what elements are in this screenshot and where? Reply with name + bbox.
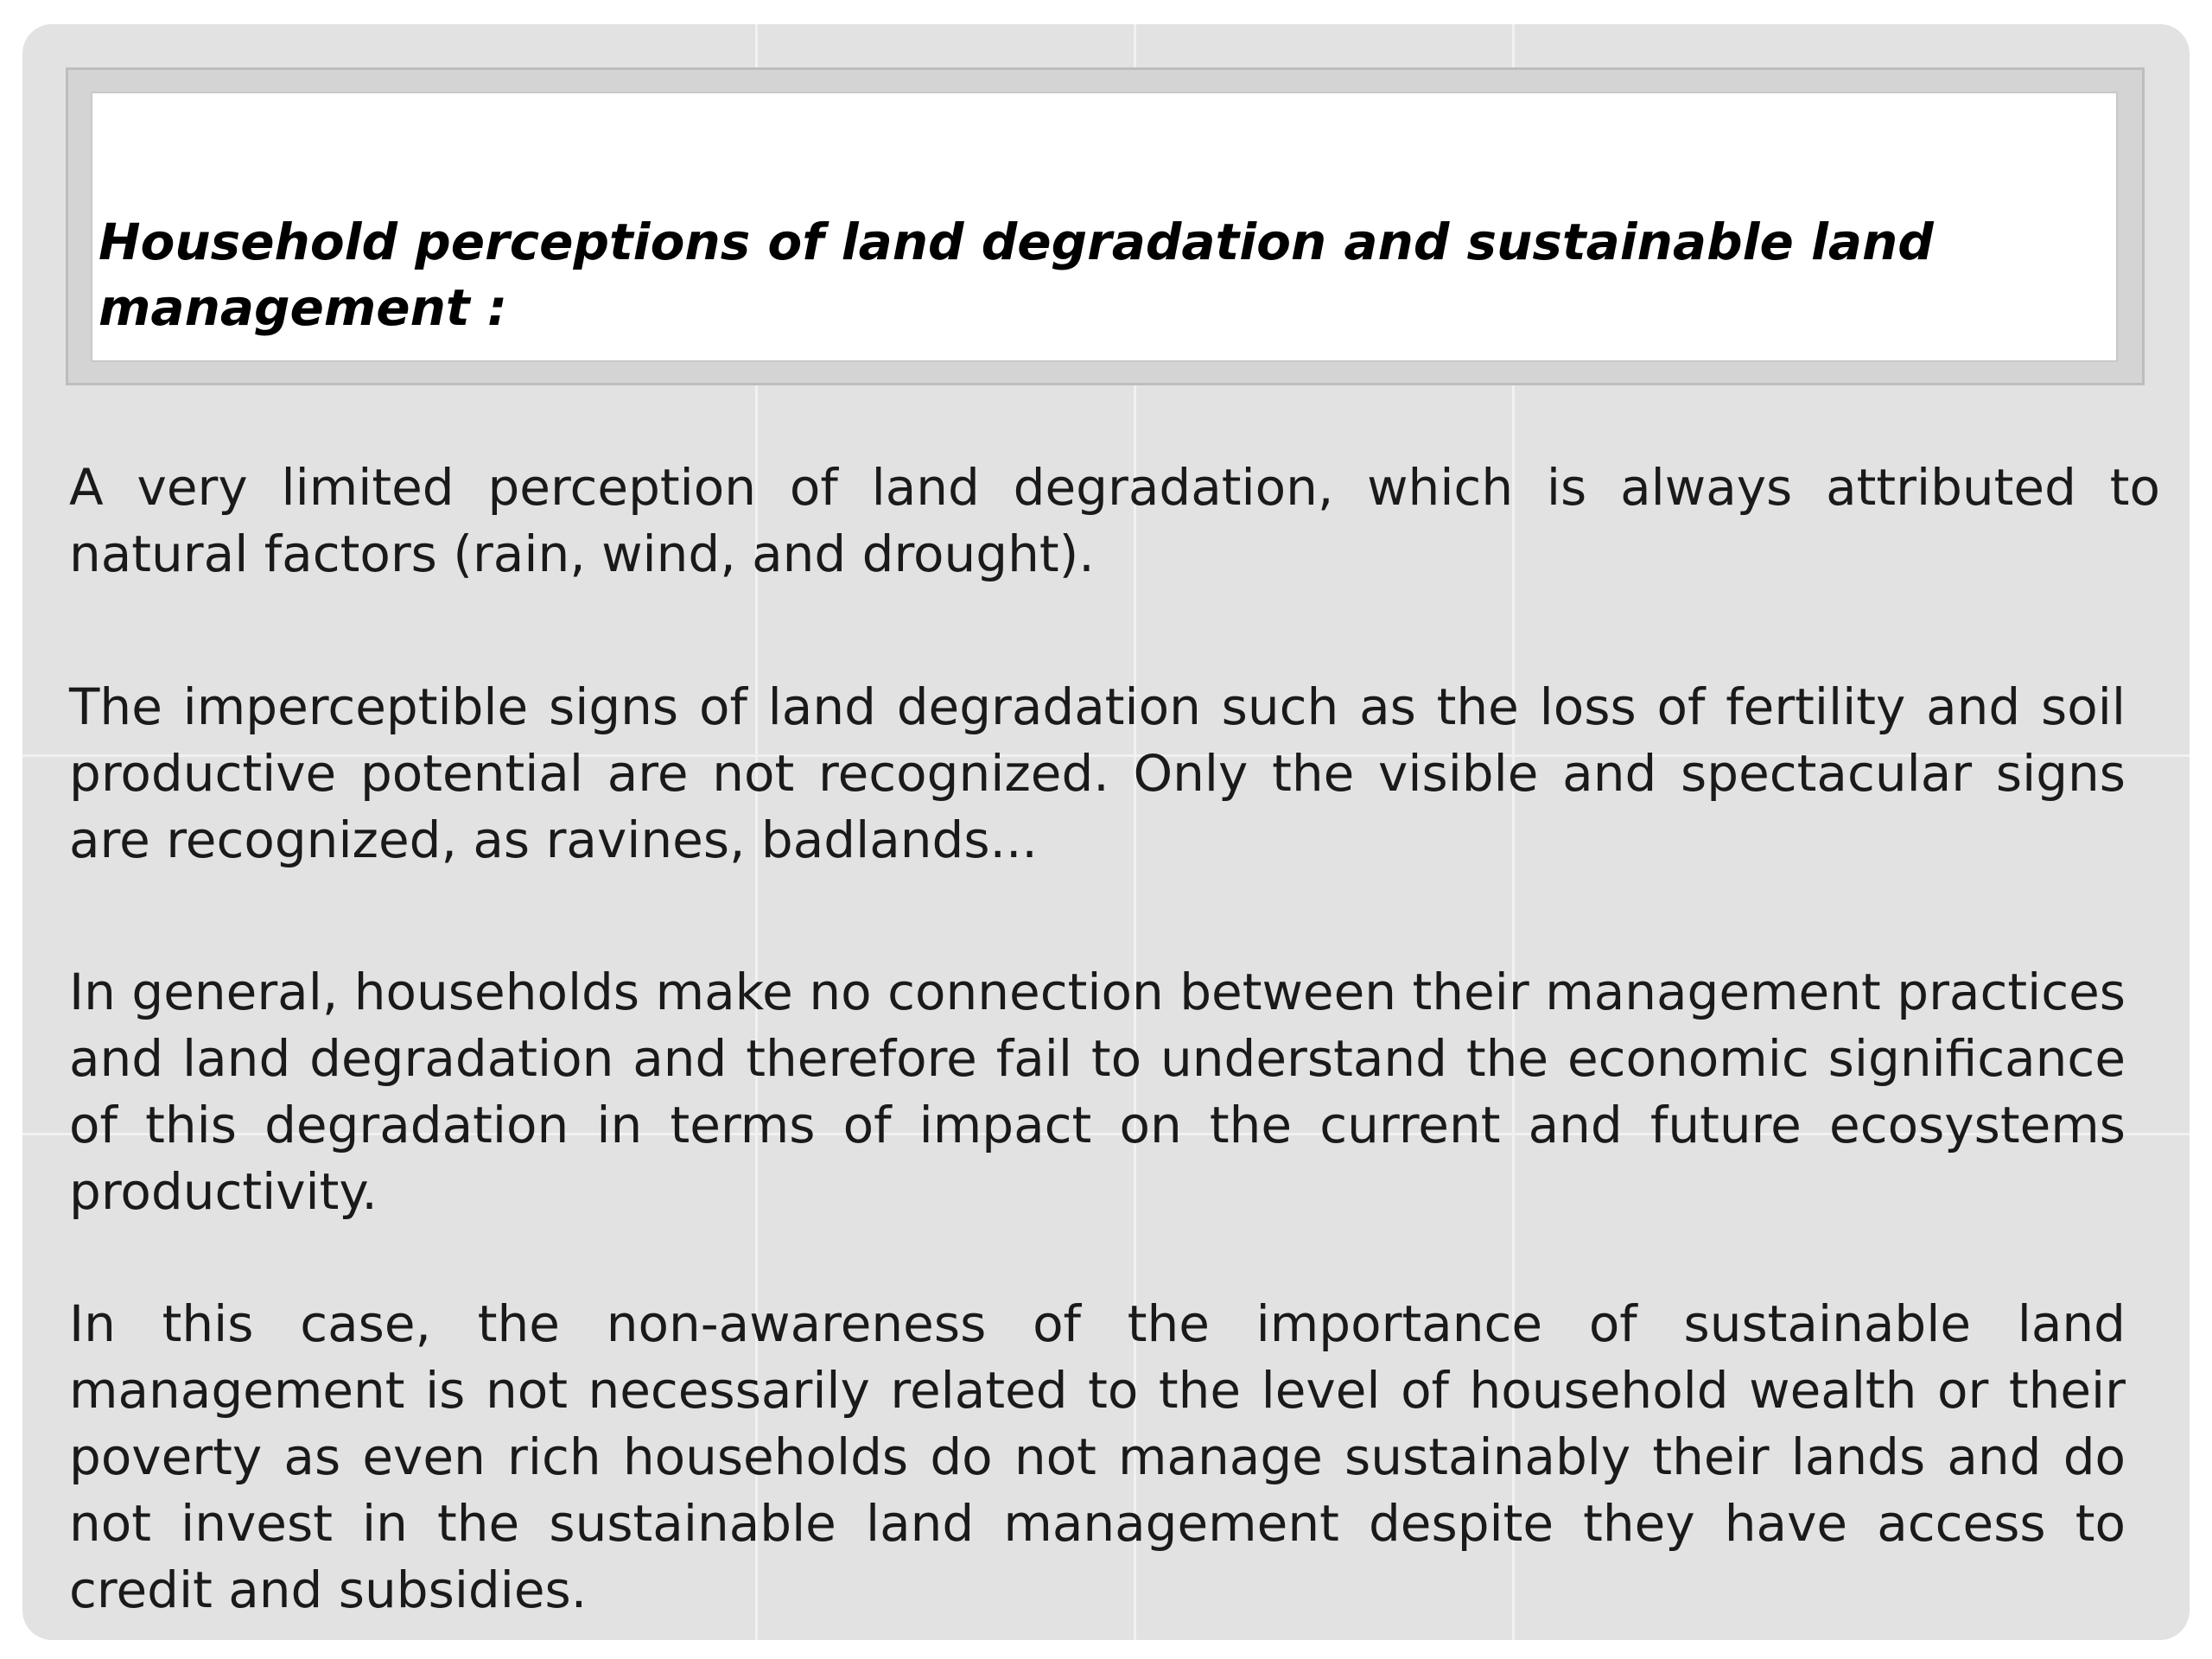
paragraph-perception: A very limited perception of land degradation, which is always attributed to natural factors (rain, wind, and drought). [69, 458, 2160, 583]
paragraph-imperceptible-signs: The imperceptible signs of land degradation such as the loss of fertility and soil productive potential are not recognized. Only the visible and spectacular signs are recognized, as ravines, badlands... [69, 677, 2126, 869]
paragraph-non-awareness: In this case, the non-awareness of the importance of sustainable land management is not necessarily related to the level of household wealth or their poverty as even rich households do not manage sustainably their lands and do not invest in the sustainable land management despite they have access to credit and subsidies. [69, 1294, 2126, 1619]
slide-title: Household perceptions of land degradation and sustainable land management : [99, 213, 1934, 337]
paragraph-management-practices: In general, households make no connection between their management practices and land degradation and therefore fail to understand the economic significance of this degradation in terms of impact on the current and future ecosystems productivity. [69, 963, 2126, 1221]
slide [22, 24, 2190, 1640]
